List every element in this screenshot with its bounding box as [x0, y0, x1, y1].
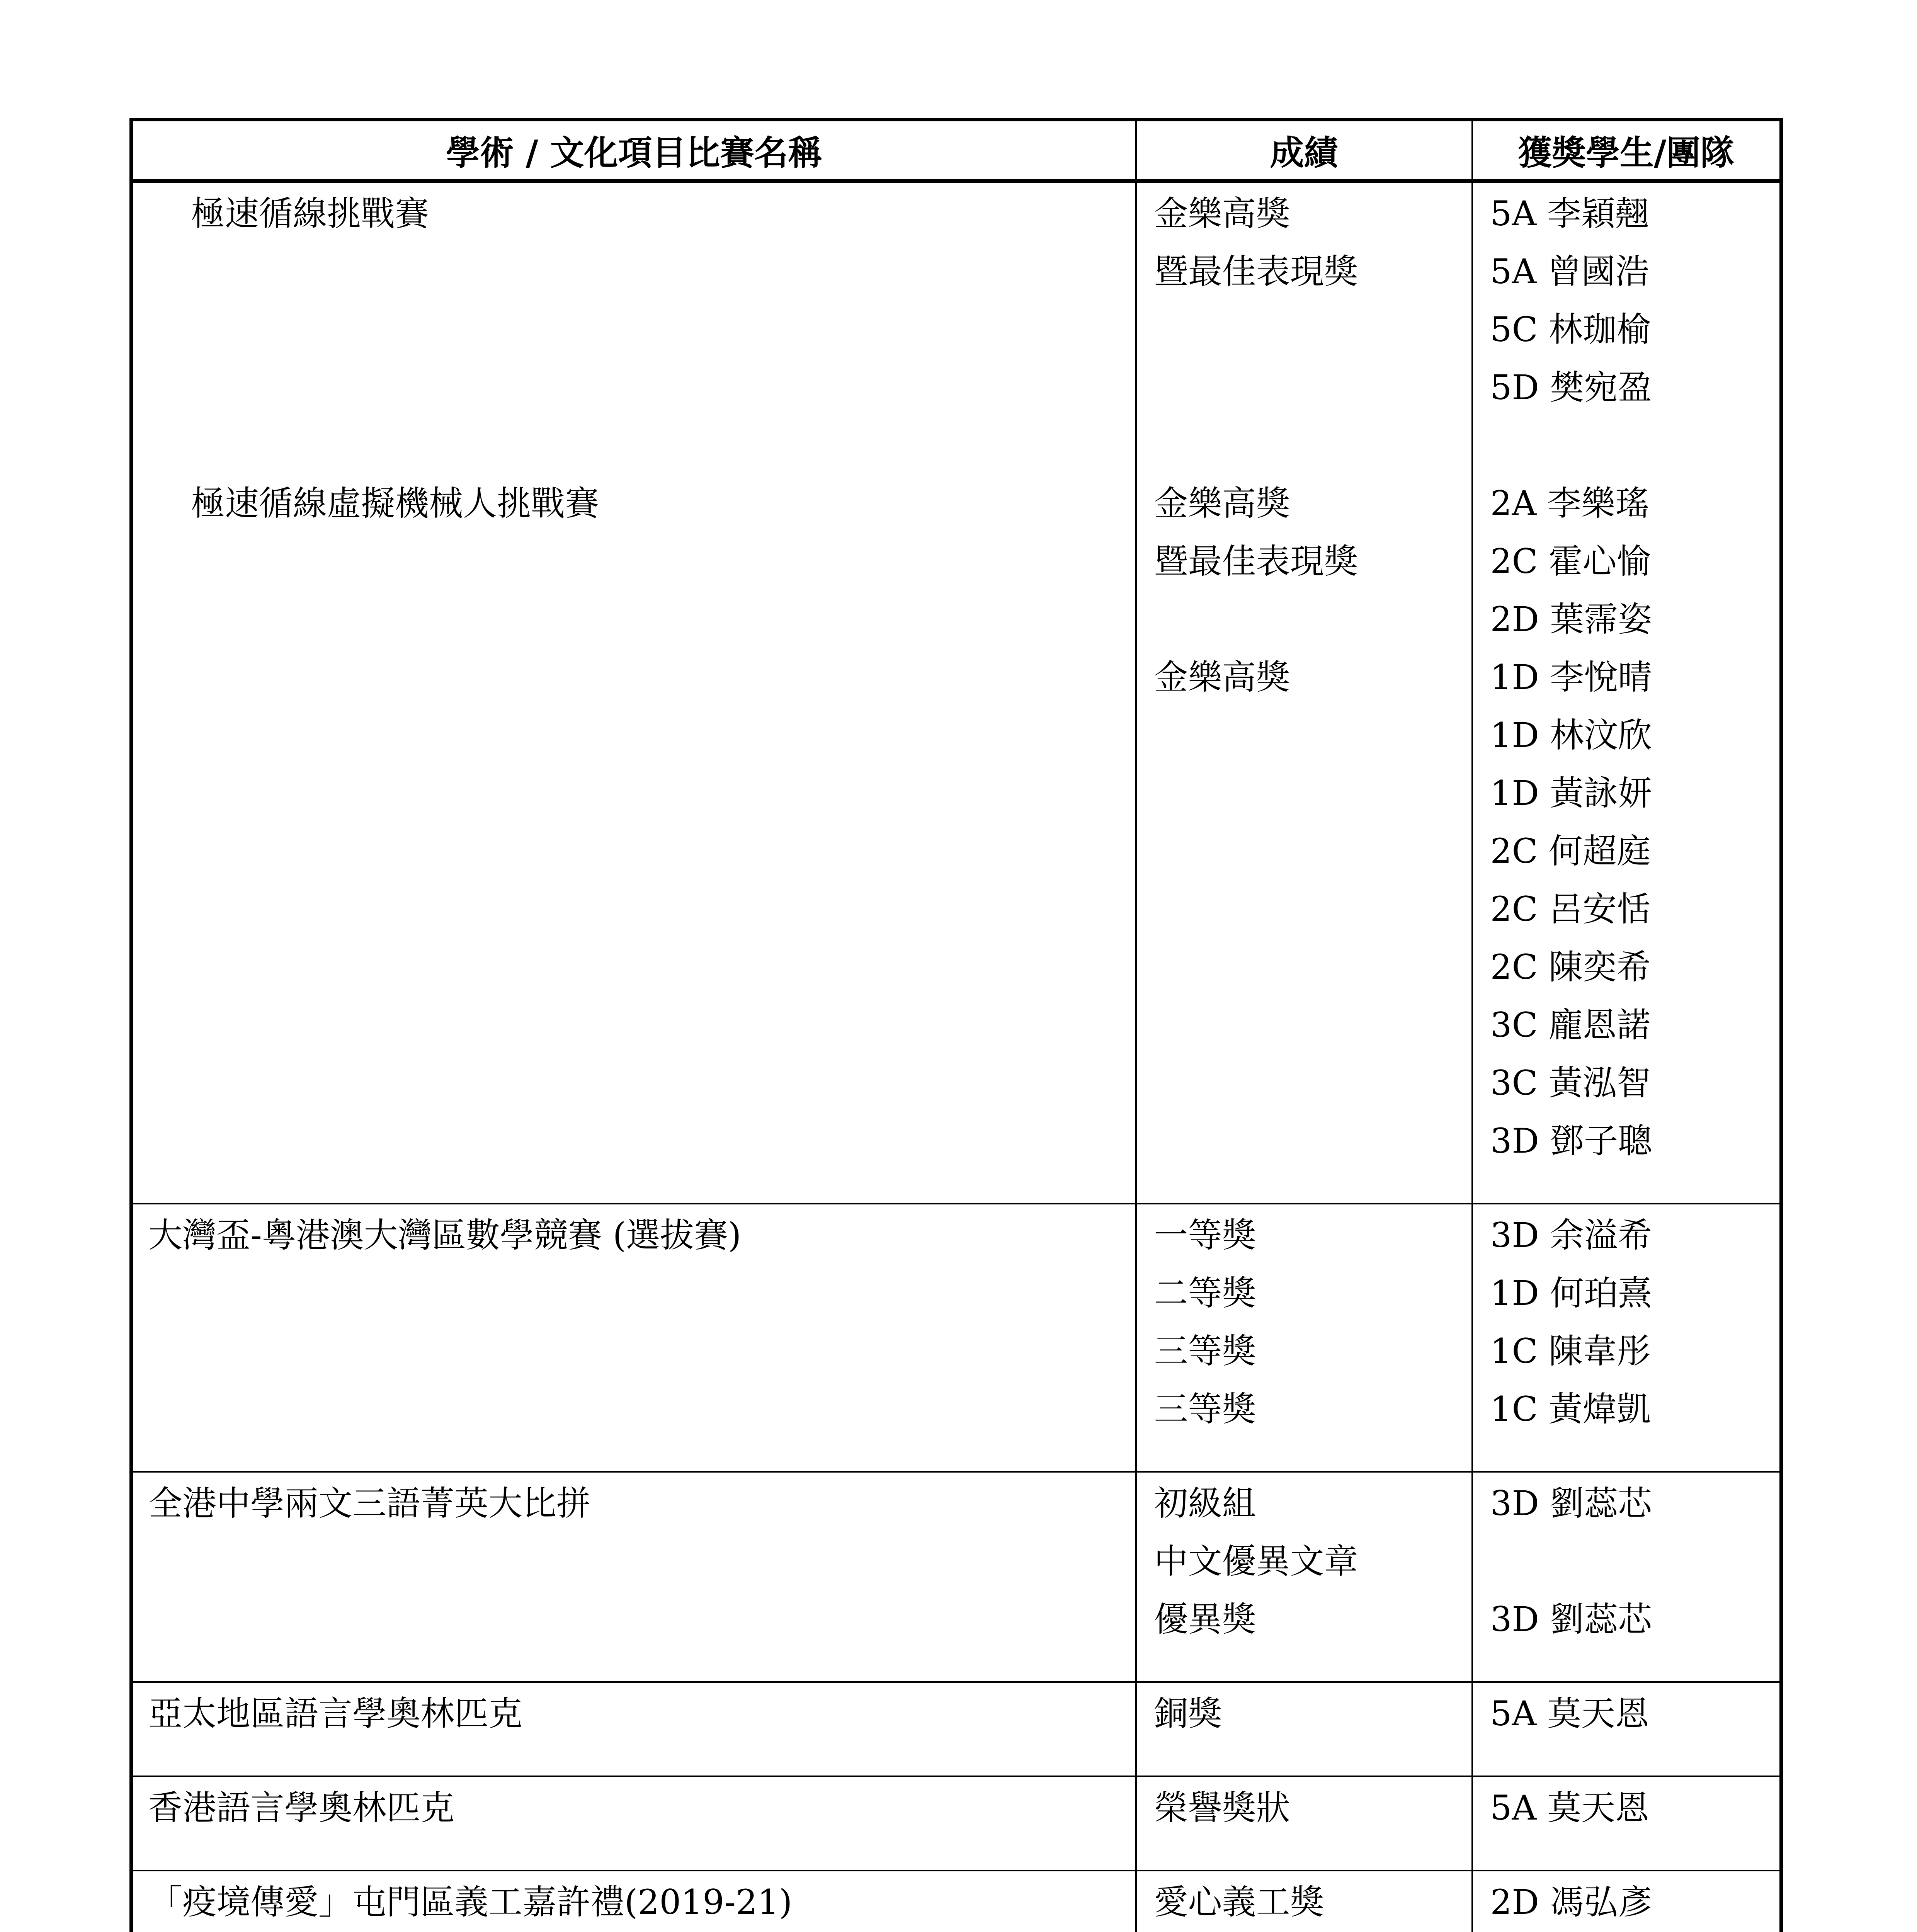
competition-cell	[131, 1871, 1136, 1932]
awards-table	[129, 118, 1783, 1932]
table-row	[131, 1204, 1781, 1472]
competition-name: 香港語言學奧林匹克	[148, 1788, 455, 1828]
winner-text: 1C 黃煒凱	[1490, 1389, 1651, 1429]
winner-text: 2D 馮弘彥	[1490, 1882, 1652, 1922]
winners-cell	[1472, 1776, 1781, 1871]
result-text: 金樂高獎	[1154, 657, 1290, 697]
result-text: 三等獎	[1154, 1389, 1256, 1429]
competition-name: 亞太地區語言學奧林匹克	[148, 1694, 523, 1733]
result-cell	[1136, 1776, 1472, 1871]
competition-name: 極速循線挑戰賽	[191, 194, 429, 233]
result-text: 二等獎	[1154, 1273, 1256, 1313]
table-row	[131, 1682, 1781, 1776]
table-row	[131, 1776, 1781, 1871]
winners-cell	[1472, 1472, 1781, 1682]
winner-text: 5D 樊宛盈	[1490, 367, 1652, 407]
result-text: 三等獎	[1154, 1331, 1256, 1371]
result-text: 榮譽獎狀	[1154, 1788, 1290, 1828]
winner-text: 5A 莫天恩	[1490, 1694, 1650, 1733]
winner-text: 3D 劉蕊芯	[1490, 1483, 1652, 1523]
result-text: 暨最佳表現獎	[1154, 541, 1358, 581]
result-cell	[1136, 1682, 1472, 1776]
result-text: 一等獎	[1154, 1215, 1256, 1255]
competition-cell	[131, 1472, 1136, 1682]
result-text: 金樂高獎	[1154, 483, 1290, 523]
competition-cell	[131, 1204, 1136, 1472]
result-text: 銅獎	[1154, 1694, 1222, 1733]
winners-cell	[1472, 1871, 1781, 1932]
result-text: 初級組	[1154, 1483, 1256, 1523]
result-cell	[1136, 1472, 1472, 1682]
header-competition: 學術 / 文化項目比賽名稱	[131, 120, 1136, 181]
table-row	[131, 181, 1781, 1204]
result-text: 暨最佳表現獎	[1154, 252, 1358, 291]
winner-text: 5A 李穎翹	[1490, 194, 1650, 233]
winner-text: 3D 劉蕊芯	[1490, 1599, 1652, 1639]
table-row	[131, 1871, 1781, 1932]
competition-cell	[131, 1776, 1136, 1871]
competition-cell	[131, 1682, 1136, 1776]
winners-cell	[1472, 181, 1781, 1204]
winner-text: 1D 黃詠妍	[1490, 773, 1652, 813]
competition-cell	[131, 181, 1136, 1204]
table-row	[131, 1472, 1781, 1682]
winners-cell	[1472, 1682, 1781, 1776]
header-result: 成績	[1136, 120, 1472, 181]
result-cell	[1136, 1871, 1472, 1932]
competition-name: 極速循線虛擬機械人挑戰賽	[191, 483, 599, 523]
winner-text: 1D 何珀熹	[1490, 1273, 1652, 1313]
result-text: 金樂高獎	[1154, 194, 1290, 233]
winner-text: 5C 林珈榆	[1490, 310, 1651, 349]
result-text: 愛心義工獎	[1154, 1882, 1324, 1922]
header-winners: 獲獎學生/團隊	[1472, 120, 1781, 181]
result-text: 優異獎	[1154, 1599, 1256, 1639]
winner-text: 3C 黃泓智	[1490, 1063, 1651, 1103]
result-cell	[1136, 181, 1472, 1204]
winner-text: 3C 龐恩諾	[1490, 1005, 1651, 1045]
winner-text: 2C 霍心愉	[1490, 541, 1651, 581]
result-cell	[1136, 1204, 1472, 1472]
competition-name: 「疫境傳愛」屯門區義工嘉許禮(2019-21)	[148, 1882, 793, 1922]
winner-text: 3D 鄧子聰	[1490, 1121, 1652, 1161]
result-text: 中文優異文章	[1154, 1541, 1358, 1581]
winner-text: 2C 呂安恬	[1490, 889, 1651, 929]
winner-text: 2C 陳奕希	[1490, 947, 1651, 987]
winners-cell	[1472, 1204, 1781, 1472]
winner-text: 3D 余溢希	[1490, 1215, 1652, 1255]
winner-text: 2A 李樂瑤	[1490, 483, 1650, 523]
winner-text: 1D 林汶欣	[1490, 715, 1652, 755]
winner-text: 2C 何超庭	[1490, 831, 1651, 871]
competition-name: 大灣盃-粵港澳大灣區數學競賽 (選拔賽)	[148, 1215, 742, 1255]
winner-text: 1C 陳韋彤	[1490, 1331, 1651, 1371]
competition-name: 全港中學兩文三語菁英大比拼	[148, 1483, 591, 1523]
winner-text: 5A 莫天恩	[1490, 1788, 1650, 1828]
winner-text: 5A 曾國浩	[1490, 252, 1650, 291]
winner-text: 1D 李悅晴	[1490, 657, 1652, 697]
winner-text: 2D 葉霈姿	[1490, 599, 1652, 639]
header-row	[131, 120, 1781, 181]
